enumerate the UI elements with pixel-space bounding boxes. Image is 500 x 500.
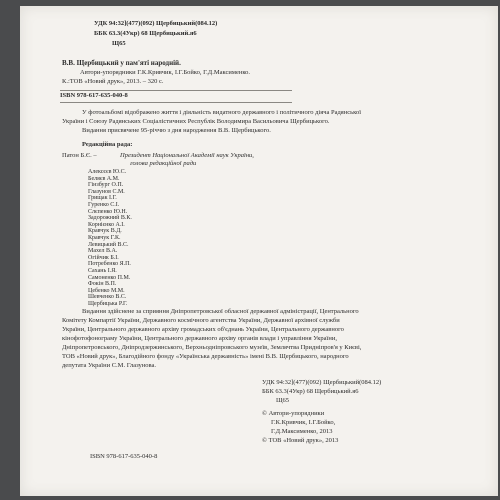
board-heading: Редакційна рада: [82, 141, 133, 148]
annotation-line-2: України і Союзу Радянських Соціалістичних Республік Володимира Васильовича Щербицького. [62, 118, 330, 125]
board-member-list [88, 169, 132, 307]
board-member: Кравчук В.Д. [88, 228, 122, 235]
board-member: Гуренко С.І. [88, 201, 120, 208]
ack-line-5: Дніпропетровського, Дніпродзержинського, Верхньодніпровського музеїв, Землячтва Придніпров'я у Києві, [62, 344, 362, 351]
copyright-line-1: © Автори-упорядники [262, 410, 325, 417]
board-chair-role-1: Президент Національної Академії наук України, [120, 152, 254, 159]
copyright-line-3: Г.Д.Максименко, 2013 [271, 428, 333, 435]
board-member: Шевченко В.С. [88, 294, 127, 301]
board-member: Грищак І.Г. [88, 195, 117, 202]
board-member: Глазунов С.М. [88, 188, 125, 195]
ack-line-2: Комітету Компартії України, Державного космічного агентства України, Державної архівної служби [62, 317, 340, 324]
board-member: Сахань І.Я. [88, 267, 117, 274]
board-chair-role-2: голова редакційної ради [130, 160, 197, 167]
book-title: В.В. Щербицький у пам'яті народній. [62, 59, 181, 67]
ack-line-6: ТОВ «Новий друк», Благодійного фонду «Українська державність» імені В.В. Щербицького, народного [62, 353, 349, 360]
author-mark-bottom: Щ65 [276, 397, 290, 404]
board-member: Цебенко М.М. [88, 287, 125, 294]
ack-line-1: Видання здійснене за сприяння Дніпропетровської обласної державної адміністрації, Центрального [82, 308, 359, 315]
board-member: Алексєєв Ю.С. [88, 169, 127, 175]
udk-code-top: УДК 94:32](477)(092) Щербицький(084.12) [94, 20, 218, 27]
isbn-top: ISBN 978-617-635-040-8 [60, 92, 128, 99]
board-member: Фокін В.П. [88, 281, 117, 288]
board-member: Потребенко Я.П. [88, 261, 131, 268]
board-member: Махел В.А. [88, 248, 118, 255]
board-member: Задорожний В.К. [88, 215, 132, 222]
board-chair-name: Патон Б.Є. – [62, 152, 97, 159]
bbk-code-bottom: ББК 63.3(4Укр) 68 Щербицький.я6 [262, 388, 359, 395]
board-member: Слєпенко Ю.Н. [88, 208, 128, 215]
board-member: Самоненко П.М. [88, 274, 131, 281]
ack-line-4: кінофотофонограму України, Центрального державного архіву органів влади і управління України, [62, 335, 337, 342]
isbn-bottom: ISBN 978-617-635-040-8 [90, 453, 158, 460]
copyright-line-2: Г.К.Кривчик, І.Г.Бойко, [271, 419, 336, 426]
annotation-line-3: Видання присвячене 95-річчю з дня народження В.В. Щербицького. [82, 127, 271, 134]
board-member: Кравчук Г.К. [88, 234, 121, 241]
board-member: Левицький В.С. [88, 241, 129, 248]
udk-code-bottom: УДК 94:32](477)(092) Щербицький(084.12) [262, 379, 382, 386]
board-member: Огійчик Б.І. [88, 254, 119, 261]
copyright-line-4: © ТОВ «Новий друк», 2013 [262, 437, 339, 444]
annotation-line-1: У фотоальбомі відображено життя і діяльність видатного державного і політичного діяча Радянської [82, 109, 361, 116]
board-member: Щербицька Р.Г. [88, 300, 128, 307]
board-member: Беляєв А.М. [88, 175, 120, 182]
bbk-code-top: ББК 63.3(4Укр) 68 Щербицький.я6 [94, 30, 197, 37]
board-member: Гінзбург О.П. [88, 182, 124, 189]
ack-line-3: України, Центрального державного архіву громадських об'єднань України, Центрального державного [62, 326, 344, 333]
divider-isbn [60, 102, 292, 103]
author-mark-top: Щ65 [112, 40, 126, 47]
divider-top [60, 90, 292, 91]
compilers-line: Автори-упорядники Г.К.Кривчик, І.Г.Бойко, Г.Д.Максименко. [80, 69, 251, 76]
ack-line-7: депутата України С.М. Глазунова. [62, 362, 156, 369]
board-member: Корнієнко А.І. [88, 221, 125, 228]
imprint-line: К.:ТОВ «Новий друк», 2013. – 320 с. [62, 78, 164, 85]
book-imprint-page [20, 6, 498, 496]
